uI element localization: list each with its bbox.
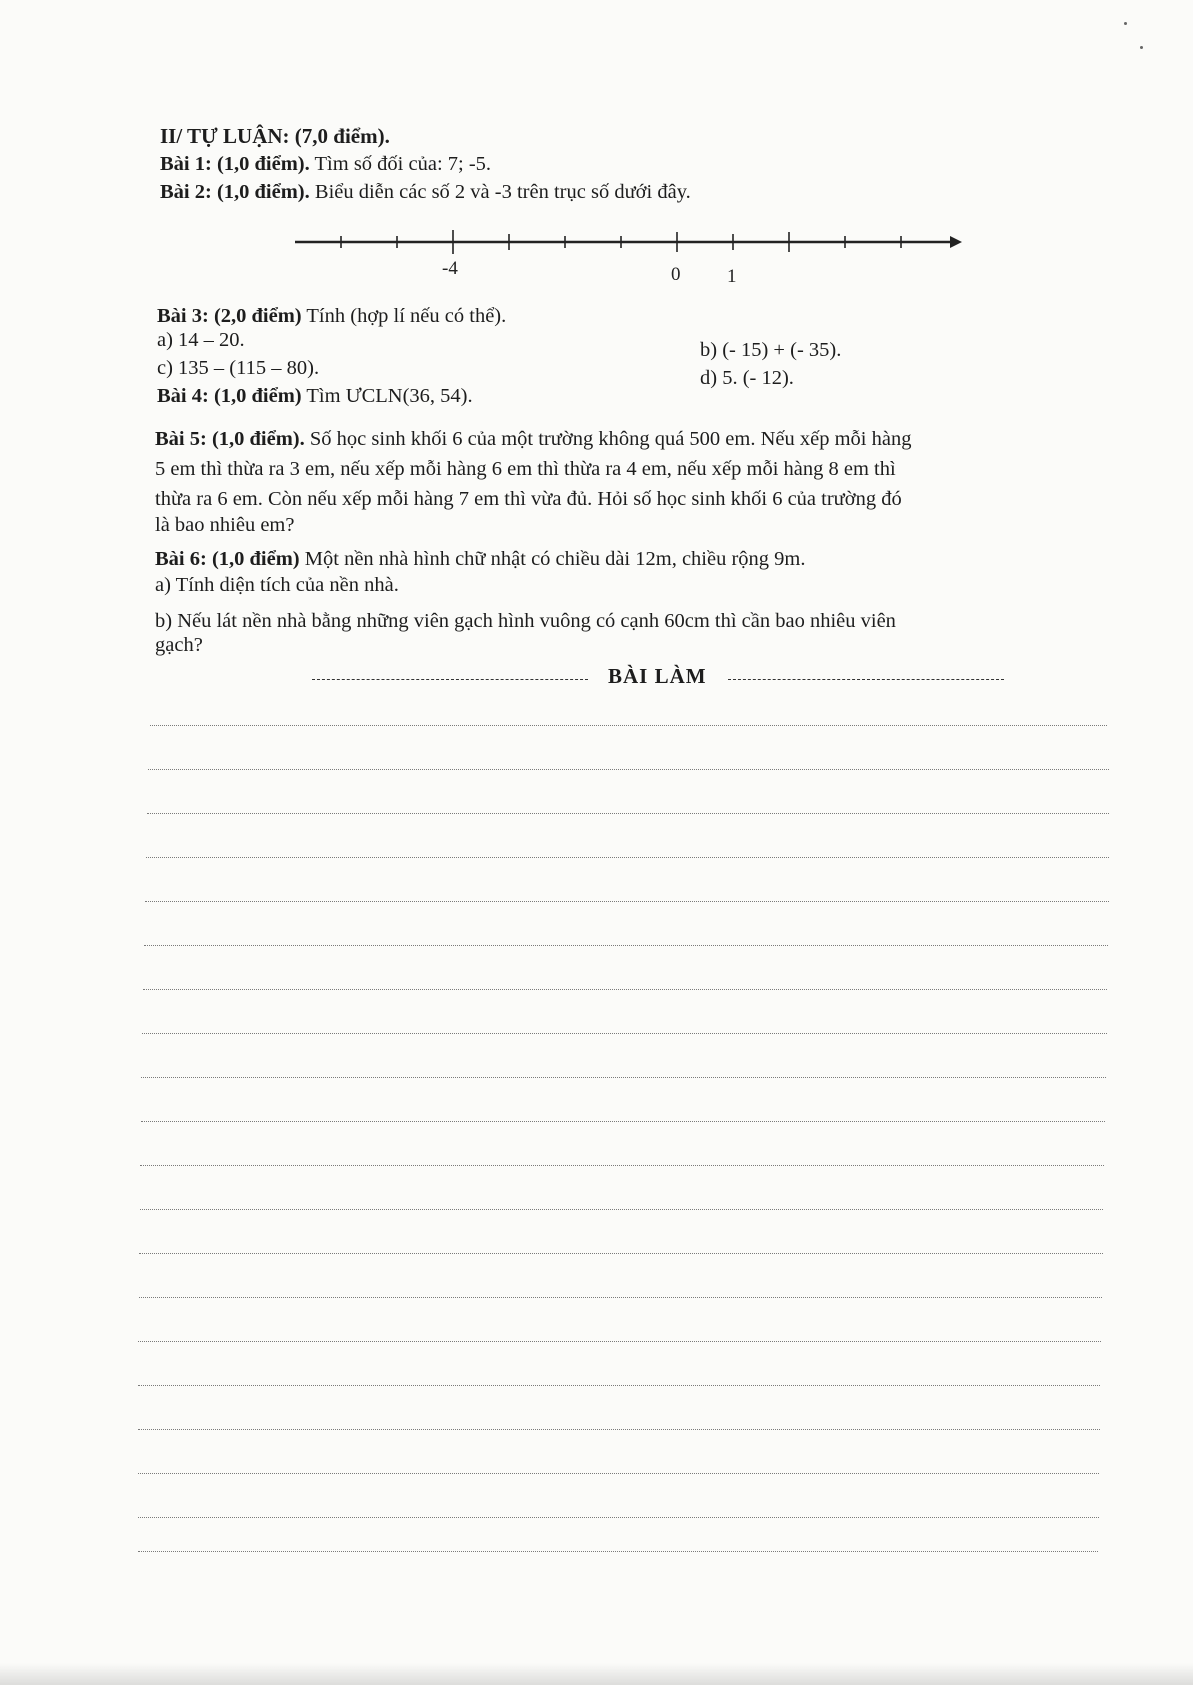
answer-line bbox=[138, 1341, 1101, 1342]
number-line bbox=[290, 226, 970, 286]
problem-2-text: Biểu diễn các số 2 và -3 trên trục số dưới đây. bbox=[314, 181, 691, 203]
number-line-arrow bbox=[950, 236, 962, 248]
problem-6-points: (1,0 điểm) bbox=[211, 548, 300, 570]
problem-6-text: Một nền nhà hình chữ nhật có chiều dài 12m, chiều rộng 9m. bbox=[304, 548, 806, 570]
problem-3-part-a: a) 14 – 20. bbox=[157, 329, 245, 351]
answer-heading bbox=[0, 664, 1193, 694]
problem-4-label: Bài 4: bbox=[157, 385, 209, 407]
number-line-label-0: 0 bbox=[671, 264, 681, 285]
answer-line bbox=[141, 1077, 1106, 1078]
problem-3-part-d: d) 5. (- 12). bbox=[700, 367, 794, 389]
heading-dash-left bbox=[312, 679, 588, 680]
scan-speck bbox=[1124, 22, 1127, 25]
section-points: (7,0 điểm). bbox=[294, 124, 390, 148]
problem-1-label: Bài 1: bbox=[160, 153, 212, 175]
answer-line bbox=[144, 945, 1108, 946]
problem-3-part-c: c) 135 – (115 – 80). bbox=[157, 357, 320, 379]
problem-5-points: (1,0 điểm). bbox=[211, 428, 305, 450]
problem-3-points: (2,0 điểm) bbox=[213, 305, 302, 327]
problem-3 bbox=[157, 304, 506, 328]
problem-5-label: Bài 5: bbox=[155, 428, 207, 450]
scan-bottom-shadow bbox=[0, 1663, 1193, 1685]
answer-line bbox=[150, 725, 1107, 726]
answer-line bbox=[146, 857, 1109, 858]
answer-line bbox=[140, 1165, 1104, 1166]
problem-2-points: (1,0 điểm). bbox=[216, 181, 310, 203]
answer-line bbox=[141, 1121, 1105, 1122]
answer-line bbox=[138, 1385, 1100, 1386]
problem-6-label: Bài 6: bbox=[155, 548, 207, 570]
problem-1-text: Tìm số đối của: 7; -5. bbox=[314, 153, 492, 175]
problem-3-label: Bài 3: bbox=[157, 305, 209, 327]
answer-line bbox=[138, 1429, 1100, 1430]
answer-heading-text: BÀI LÀM bbox=[608, 664, 707, 688]
problem-6-part-b-cont: gạch? bbox=[155, 634, 203, 656]
answer-line bbox=[143, 989, 1107, 990]
problem-2 bbox=[160, 180, 691, 204]
problem-3-part-b: b) (- 15) + (- 35). bbox=[700, 339, 842, 361]
problem-3-text: Tính (hợp lí nếu có thể). bbox=[306, 305, 507, 327]
problem-2-label: Bài 2: bbox=[160, 181, 212, 203]
number-line-label-minus4: -4 bbox=[442, 258, 458, 279]
answer-line bbox=[147, 813, 1109, 814]
answer-line bbox=[140, 1209, 1103, 1210]
answer-line bbox=[145, 901, 1109, 902]
answer-line bbox=[148, 769, 1109, 770]
answer-line bbox=[139, 1297, 1102, 1298]
problem-6 bbox=[155, 547, 805, 571]
problem-5-line-4: là bao nhiêu em? bbox=[155, 514, 295, 536]
problem-4-text: Tìm ƯCLN(36, 54). bbox=[306, 385, 473, 407]
scan-speck bbox=[1140, 46, 1143, 49]
answer-line bbox=[142, 1033, 1107, 1034]
problem-5 bbox=[155, 427, 911, 451]
answer-line bbox=[138, 1517, 1099, 1518]
problem-1-points: (1,0 điểm). bbox=[216, 153, 310, 175]
section-title bbox=[160, 124, 390, 148]
number-line-label-1: 1 bbox=[727, 266, 737, 286]
problem-6-part-b: b) Nếu lát nền nhà bằng những viên gạch hình vuông có cạnh 60cm thì cần bao nhiêu viên bbox=[155, 610, 896, 632]
problem-5-line-2: 5 em thì thừa ra 3 em, nếu xếp mỗi hàng 6 em thì thừa ra 4 em, nếu xếp mỗi hàng 8 em thì bbox=[155, 458, 896, 480]
section-title-text: II/ TỰ LUẬN: bbox=[160, 124, 290, 148]
problem-6-part-a: a) Tính diện tích của nền nhà. bbox=[155, 574, 399, 596]
problem-5-line-3: thừa ra 6 em. Còn nếu xếp mỗi hàng 7 em thì vừa đủ. Hỏi số học sinh khối 6 của trường đó bbox=[155, 488, 902, 510]
answer-line bbox=[139, 1253, 1103, 1254]
answer-line bbox=[138, 1473, 1099, 1474]
answer-line bbox=[138, 1551, 1098, 1552]
problem-4-points: (1,0 điểm) bbox=[213, 385, 302, 407]
problem-5-text: Số học sinh khối 6 của một trường không quá 500 em. Nếu xếp mỗi hàng bbox=[309, 428, 912, 450]
problem-4 bbox=[157, 384, 473, 408]
heading-dash-right bbox=[728, 679, 1004, 680]
problem-1 bbox=[160, 152, 491, 176]
